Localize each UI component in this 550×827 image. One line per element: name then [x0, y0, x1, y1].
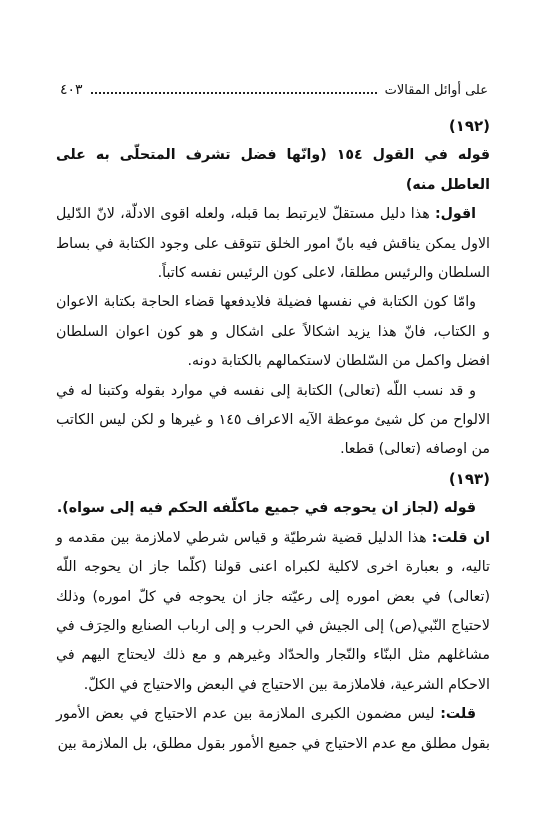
- quote-heading-193: قوله (لجاز ان يحوجه في جميع ماكلّفه الحكم فيه إلى سواه).: [56, 500, 476, 517]
- running-header: [60, 78, 488, 102]
- section-number-193: (١٩٣): [448, 469, 490, 488]
- paragraph-1: [56, 200, 490, 288]
- header-dot-leader: [91, 92, 377, 94]
- header-title: على أوائل المقالات: [384, 82, 488, 98]
- page-number: ٤٠٣: [60, 82, 83, 98]
- section-number-192: (١٩٢): [448, 117, 490, 135]
- paragraph-5: [56, 700, 490, 759]
- paragraph-3: و قد نسب اللّه (تعالى) الكتابة إلى نفسه في موارد بقوله وكتبنا له في الالواح من كل شيئ موعظة الآيه الاعراف ١٤٥ و غيرها و لكن ليس الكاتب من اوصافه (تعالى) قطعا.: [56, 382, 491, 458]
- page-body: [56, 112, 490, 759]
- paragraph-lead: ان قلت:: [431, 529, 491, 546]
- paragraph-lead: قلت:: [440, 706, 476, 723]
- paragraph-text: هذا دليل مستقلّ لايرتبط بما قبله، ولعله اقوى الادلّة، لانّ الدّليل الاول يمكن يناقش فيه بانّ امور الخلق تتوقف على وجود الكتابة في بساط السلطان والرئيس مطلقا، لاعلى كون الرئيس نفسه كاتباً.: [56, 206, 490, 282]
- paragraph-text: ليس مضمون الكبرى الملازمة بين عدم الاحتياج في بعض الأمور بقول مطلق مع عدم الاحتياج في جميع الأمور بقول مطلق، بل الملازمة بين: [56, 706, 490, 752]
- quote-heading-192: قوله في القول ١٥٤ (وانّها فضل تشرف المتحلّى به على العاطل منه): [56, 147, 490, 193]
- paragraph-lead: اقول:: [434, 206, 476, 223]
- paragraph-text: هذا الدليل قضية شرطيّة و قياس شرطي لاملازمة بين مقدمه و تاليه، و بعبارة اخرى لاكلية لكبراه اعنى قولنا (كلّما جاز ان يحوجه اللّه (تعالى) في بعض اموره إلى رعيّته جاز ان يحوجه في كلّ اموره) وذلك لاحتياج النّبي(ص) إلى الجيش في الحرب و إلى ارباب الصنايع والحِرَف في مشاغلهم مثل البنّاء والنّجار والحدّاد وغيرهم و مع ذلك لايحتاج اليهم في الاحكام الشرعية، فلاملازمة بين الاحتياج في البعض والاحتياج في الكلّ.: [56, 529, 490, 693]
- paragraph-2: وامّا كون الكتابة في نفسها فضيلة فلايدفعها قضاء الحاجة بكتابة الاعوان و الكتاب، فانّ هذا يزيد اشكالاً على اشكال و هو كون اعوان السلطان افضل واكمل من السّلطان لاستكمالهم بالكتابة دونه.: [56, 294, 490, 370]
- paragraph-4: [56, 524, 490, 700]
